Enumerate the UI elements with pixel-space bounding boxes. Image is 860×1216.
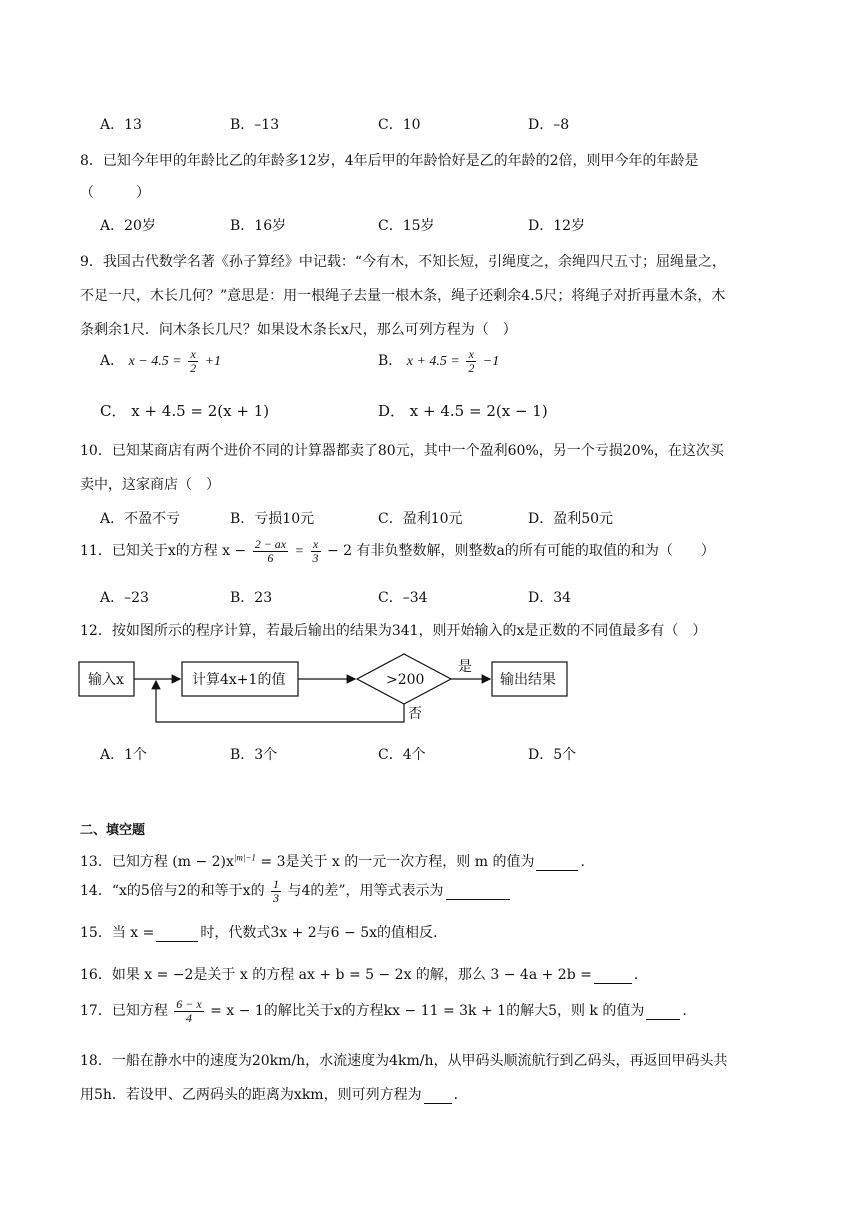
q8-option-c: C．15岁 [378, 218, 435, 234]
q17-stem-end: . [682, 1003, 687, 1020]
q8-stem-line2: （ ） [80, 185, 150, 201]
q15-stem-pre: 15．当 x = [80, 925, 155, 941]
q18-stem-end: . [453, 1087, 459, 1103]
q7-option-b: B．–13 [230, 117, 280, 133]
q10-option-b: B．亏损10元 [230, 511, 315, 527]
q10-stem-line1: 10．已知某商店有两个进价不同的计算器都卖了80元，其中一个盈利60%，另一个亏损20%，在这次买 [80, 443, 724, 459]
flow-compute-text: 计算4x+1的值 [192, 672, 286, 688]
q9-option-b-fraction: $\frac{x}{2}$ [468, 347, 475, 375]
q12-stem: 12．按如图所示的程序计算，若最后输出的结果为341，则开始输入的x是正数的不同值最多有（ ） [80, 623, 707, 639]
q15-stem-post: 时，代数式3x + 2与6 − 5x的值相反. [200, 925, 438, 941]
q11-fraction-2: $\frac{x}{3}$ [312, 537, 319, 565]
q11-stem-pre: 11．已知关于x的方程 x − [80, 543, 247, 560]
q14-fraction: $\frac{1}{3}$ [273, 877, 280, 905]
flow-output-text: 输出结果 [500, 672, 556, 688]
q14-stem-post: 与4的差”，用等式表示为 [287, 883, 444, 900]
q16-stem [80, 964, 638, 984]
q13-stem [80, 851, 585, 871]
q14-stem-pre: 14．“x的5倍与2的和等于x的 [80, 883, 265, 900]
flow-input-text: 输入x [88, 672, 124, 688]
q9-stem-line3: 条剩余1尺．问木条长几尺？如果设木条长x尺，那么可列方程为（ ） [80, 322, 517, 338]
q9-option-d: D． x + 4.5 = 2(x − 1) [378, 402, 548, 420]
q11-option-a: A．–23 [100, 590, 149, 606]
q9-option-a-lhs: x − 4.5 = [128, 354, 182, 370]
q11-stem-post: − 2 有非负整数解，则整数a的所有可能的取值的和为（ ） [326, 543, 715, 560]
q14-answer-blank[interactable] [446, 883, 510, 900]
q9-option-a-rhs: +1 [204, 354, 222, 370]
q9-option-b-rhs: −1 [482, 354, 500, 370]
q9-option-c: C． x + 4.5 = 2(x + 1) [100, 402, 270, 420]
q11-option-b: B．23 [230, 590, 273, 606]
q7-option-d: D．–8 [528, 117, 570, 133]
q13-stem-end: . [580, 854, 585, 870]
q15-stem [80, 922, 437, 942]
q14-stem [80, 878, 512, 904]
q7-option-c: C．10 [378, 117, 421, 133]
q9-option-a-label: A． [100, 353, 125, 370]
q9-option-a-fraction: $\frac{x}{2}$ [190, 347, 197, 375]
q8-stem-line1: 8．已知今年甲的年龄比乙的年龄多12岁，4年后甲的年龄恰好是乙的年龄的2倍，则甲今年的年龄是 [80, 153, 699, 169]
q17-stem-pre: 17．已知方程 [80, 1003, 168, 1020]
q10-option-c: C．盈利10元 [378, 511, 463, 527]
q17-answer-blank[interactable] [646, 1003, 680, 1020]
q11-fraction-1: $\frac{2 - ax}{6}$ [254, 537, 287, 565]
q12-option-a: A．1个 [100, 747, 148, 763]
q13-stem-pre: 13．已知方程 (m − 2)x [80, 854, 234, 870]
q13-stem-post: = 3是关于 x 的一元一次方程，则 m 的值为 [255, 854, 535, 870]
q11-option-c: C．–34 [378, 590, 428, 606]
q16-answer-blank[interactable] [594, 967, 632, 984]
q10-option-d: D．盈利50元 [528, 511, 614, 527]
q10-stem-line2: 卖中，这家商店（ ） [80, 477, 220, 493]
q18-answer-blank[interactable] [424, 1087, 452, 1104]
q18-stem-line2-text: 用5h．若设甲、乙两码头的距离为xkm，则可列方程为 [80, 1087, 422, 1103]
q12-option-d: D．5个 [528, 747, 577, 763]
q18-stem-line1: 18．一船在静水中的速度为20km/h，水流速度为4km/h，从甲码头顺流航行到乙码头，再返回甲码头共 [80, 1053, 728, 1069]
q17-stem-post: = x − 1的解比关于x的方程kx − 11 = 3k + 1的解大5，则 k 的值为 [210, 1003, 645, 1020]
q18-stem-line2 [80, 1084, 458, 1104]
q9-option-b-label: B． [378, 353, 403, 370]
q15-answer-blank[interactable] [156, 925, 198, 942]
q12-option-b: B．3个 [230, 747, 278, 763]
q9-stem-line2: 不足一尺，木长几何？”意思是：用一根绳子去量一根木条，绳子还剩余4.5尺；将绳子对折再量木条，木 [80, 288, 726, 304]
flow-condition-text: >200 [386, 672, 425, 688]
q13-answer-blank[interactable] [536, 854, 578, 871]
section-fill-in-title: 二、填空题 [80, 823, 146, 838]
q10-option-a: A．不盈不亏 [100, 511, 181, 527]
q17-stem [80, 998, 687, 1024]
q11-equals: = [294, 544, 305, 560]
q9-stem-line1: 9．我国古代数学名著《孙子算经》中记载：“今有木，不知长短，引绳度之，余绳四尺五寸；屈绳量之， [80, 254, 727, 270]
q12-option-c: C．4个 [378, 747, 426, 763]
q8-option-b: B．16岁 [230, 218, 287, 234]
q17-fraction: $\frac{6 - x}{4}$ [176, 997, 202, 1025]
flow-yes-label: 是 [458, 659, 472, 675]
q13-exponent: |m|−1 [233, 852, 256, 863]
q9-option-b-lhs: x + 4.5 = [406, 354, 460, 370]
q16-stem-text: 16．如果 x = −2是关于 x 的方程 ax + b = 5 − 2x 的解，那么 3 − 4a + 2b = [80, 967, 592, 983]
q16-stem-end: . [633, 967, 639, 983]
q11-option-d: D．34 [528, 590, 572, 606]
q8-option-d: D．12岁 [528, 218, 586, 234]
q8-option-a: A．20岁 [100, 218, 156, 234]
flow-no-label: 否 [408, 706, 422, 722]
q7-option-a: A．13 [100, 117, 142, 133]
